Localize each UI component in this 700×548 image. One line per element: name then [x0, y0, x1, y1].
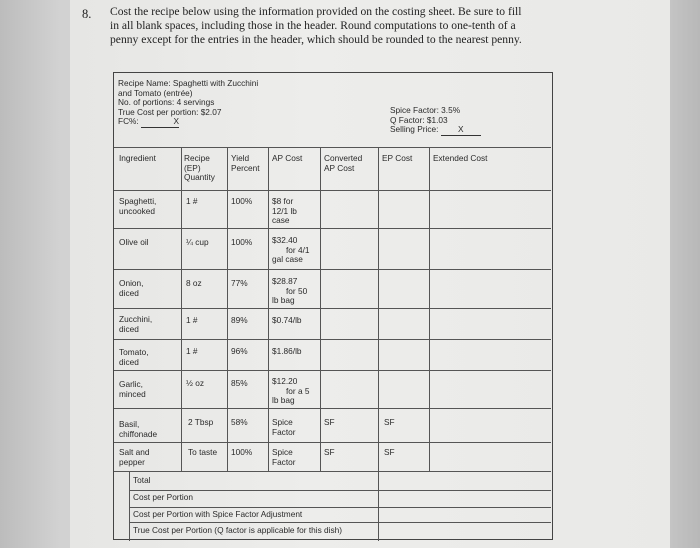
divider	[114, 370, 551, 371]
question-instructions	[110, 5, 550, 48]
converted-ap-cost[interactable]: SF	[324, 447, 335, 457]
instruction-line: penny except for the entries in the header, which should be rounded to the nearest penny.	[110, 33, 522, 47]
portions: No. of portions: 4 servings	[118, 97, 215, 108]
costing-sheet	[113, 72, 553, 540]
recipe-qty: To taste	[188, 447, 218, 457]
yield-percent: 100%	[231, 196, 253, 206]
yield-percent: 89%	[231, 315, 248, 325]
true-cost-header: True Cost per portion: $2.07	[118, 106, 222, 117]
column-rule	[378, 147, 379, 471]
true-cost-per-portion-label: True Cost per Portion (Q factor is applicable for this dish)	[133, 525, 343, 535]
divider	[114, 339, 551, 340]
ingredient-name: Salt and pepper	[119, 447, 150, 467]
cost-per-portion-label: Cost per Portion	[133, 492, 193, 502]
col-yield: Yield Percent	[231, 153, 260, 173]
recipe-qty: 2 Tbsp	[188, 417, 214, 427]
ingredient-name: Basil, chiffonade	[119, 419, 158, 439]
divider	[129, 490, 551, 491]
recipe-name-cont: and Tomato (entrée)	[118, 87, 193, 98]
selling-price: Selling Price: X	[390, 125, 481, 136]
spice-factor: Spice Factor: 3.5%	[390, 105, 461, 115]
recipe-qty: ½ oz	[186, 378, 204, 388]
column-rule	[268, 147, 269, 471]
divider	[114, 308, 551, 309]
divider	[114, 442, 551, 443]
column-rule	[378, 471, 379, 541]
ingredient-name: Onion, diced	[119, 278, 144, 298]
divider	[114, 408, 551, 409]
recipe-qty: 1 #	[186, 346, 198, 356]
ap-cost: $1.86/lb	[272, 346, 302, 356]
divider	[114, 269, 551, 270]
total-label: Total	[133, 475, 151, 485]
recipe-qty: ¼ cup	[186, 237, 209, 247]
ingredient-name: Spaghetti, uncooked	[119, 196, 157, 216]
ap-cost: $0.74/lb	[272, 315, 302, 325]
fc-percent: FC%: X	[118, 116, 180, 127]
divider	[129, 522, 551, 523]
yield-percent: 85%	[231, 378, 248, 388]
yield-percent: 96%	[231, 346, 248, 356]
column-rule	[429, 147, 430, 471]
col-ingredient: Ingredient	[119, 153, 156, 163]
recipe-name: Recipe Name: Spaghetti with Zucchini	[118, 78, 259, 88]
col-ap-cost: AP Cost	[272, 153, 303, 163]
divider	[114, 190, 551, 191]
col-extended: Extended Cost	[433, 153, 488, 163]
divider	[114, 471, 551, 472]
column-rule	[320, 147, 321, 471]
ingredient-name: Garlic, minced	[119, 379, 146, 399]
recipe-header	[118, 79, 258, 128]
col-recipe-qty: Recipe (EP) Quantity	[184, 153, 215, 183]
recipe-qty: 8 oz	[186, 278, 202, 288]
cost-with-spice-label: Cost per Portion with Spice Factor Adjustment	[133, 509, 303, 519]
yield-percent: 100%	[231, 237, 253, 247]
question-number: 8.	[82, 7, 92, 21]
ingredient-name: Zucchini, diced	[119, 314, 153, 334]
ep-cost[interactable]: SF	[384, 447, 395, 457]
yield-percent: 100%	[231, 447, 253, 457]
ap-cost: $32.40 for 4/1 gal case	[272, 235, 310, 265]
column-rule	[129, 471, 130, 541]
q-factor: Q Factor: $1.03	[390, 114, 448, 125]
divider	[114, 228, 551, 229]
ap-cost: $12.20 for a 5 lb bag	[272, 376, 310, 406]
ap-cost: $8 for 12/1 lb case	[272, 196, 297, 226]
ap-cost: Spice Factor	[272, 417, 296, 437]
divider	[129, 507, 551, 508]
ingredient-name: Olive oil	[119, 237, 149, 247]
converted-ap-cost[interactable]: SF	[324, 417, 335, 427]
ap-cost: Spice Factor	[272, 447, 296, 467]
factor-header	[390, 106, 481, 136]
yield-percent: 58%	[231, 417, 248, 427]
column-rule	[181, 147, 182, 471]
selling-price-field[interactable]: X	[441, 125, 481, 136]
divider	[114, 147, 551, 148]
ap-cost: $28.87 for 50 lb bag	[272, 276, 308, 306]
fc-field[interactable]: X	[141, 117, 179, 128]
col-ep-cost: EP Cost	[382, 153, 413, 163]
recipe-qty: 1 #	[186, 196, 198, 206]
recipe-qty: 1 #	[186, 315, 198, 325]
instruction-line: Cost the recipe below using the information provided on the costing sheet. Be sure to fill	[110, 5, 522, 18]
ep-cost[interactable]: SF	[384, 417, 395, 427]
column-rule	[227, 147, 228, 471]
ingredient-name: Tomato, diced	[119, 347, 149, 367]
instruction-line: in all blank spaces, including those in the header. Round computations to one-tenth of a	[110, 19, 516, 33]
yield-percent: 77%	[231, 278, 248, 288]
col-converted: Converted AP Cost	[324, 153, 363, 173]
